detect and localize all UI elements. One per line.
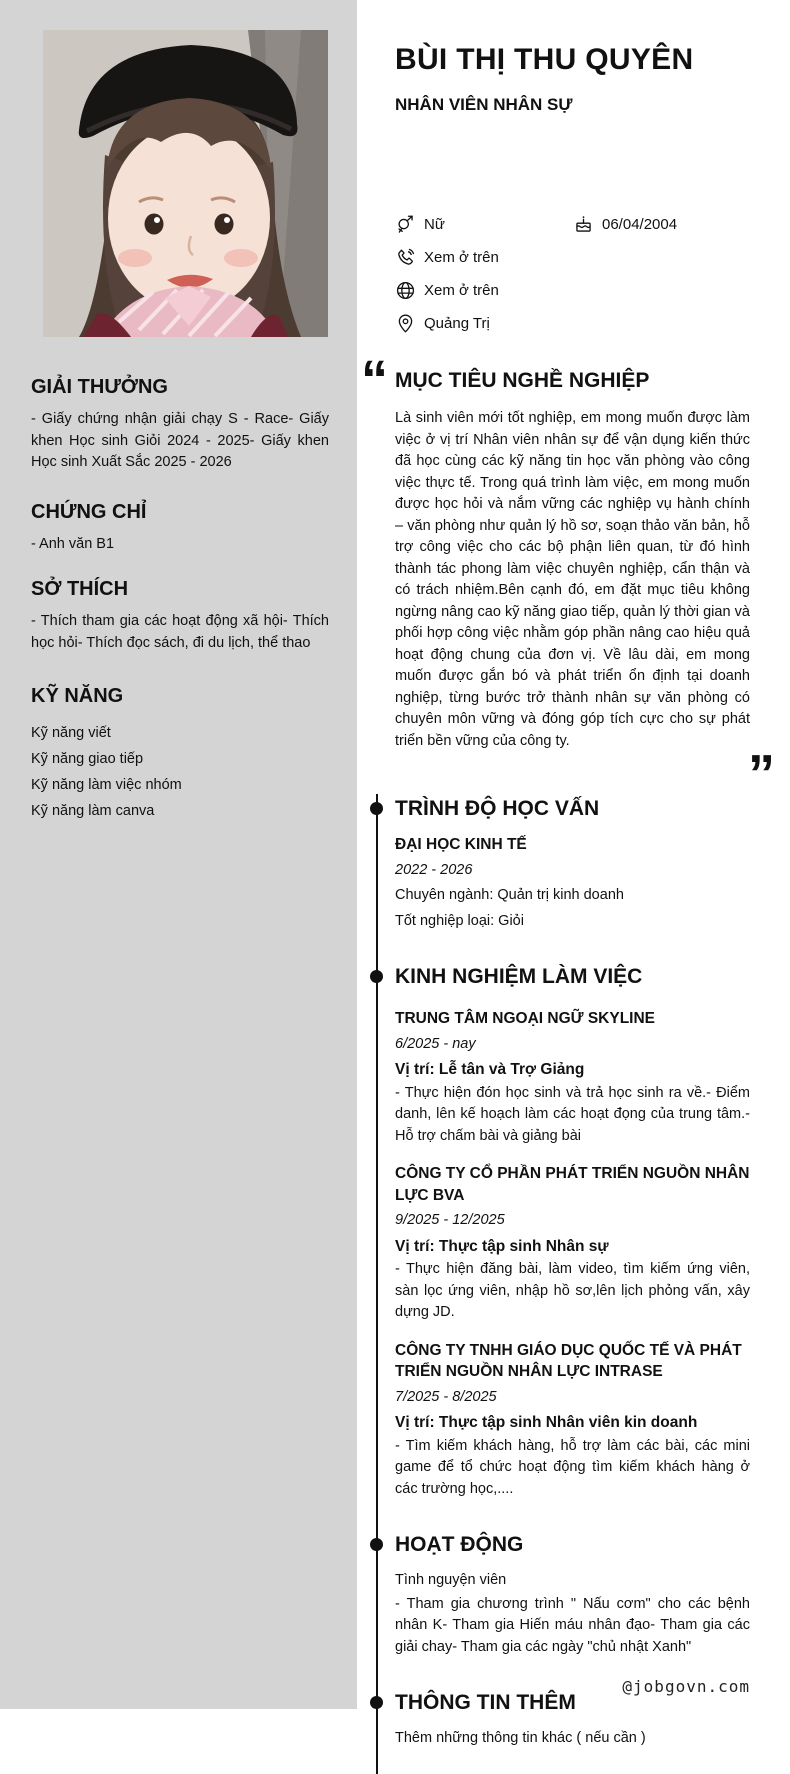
job-description: - Thực hiện đăng bài, làm video, tìm kiếm ứng viên, sàn lọc ứng viên, nhập hồ sơ,lên lịch phỏng vấn, xây dựng JD. [395,1261,750,1320]
education-major: Chuyên ngành: Quản trị kinh doanh [395,887,624,903]
website-value: Xem ở trên [424,281,499,299]
awards-title: GIẢI THƯỞNG [31,376,168,398]
contact-row [395,274,750,307]
job-entry [395,1340,750,1501]
activities-description: - Tham gia chương trình " Nấu cơm" cho các bệnh nhân K- Tham gia Hiến máu nhân đạo- Tham gia các giải chay- Tham gia các ngày "chủ nhật Xanh" [395,1595,750,1655]
sidebar-section-skills [31,684,329,824]
section-activities [395,1530,750,1658]
section-experience [395,962,750,1500]
contact-address [395,313,490,335]
open-quote-icon: “ [361,350,385,410]
objective-text: Là sinh viên mới tốt nghiệp, em mong muốn được làm việc ở vị trí Nhân viên nhân sự để vận dụng kiến thức đã học cùng các kỹ năng tin học văn phòng vào công việc thực tế. Trong quá trình làm việc, em mong muốn được học hỏi và nắm vững các nghiệp vụ hành chính – văn phòng như quản lý hồ sơ, soạn thảo văn bản, hỗ trợ công việc cho các bộ phận liên quan, từ đó hình thành tác phong làm việc chuyên nghiệp, cẩn thận và có trách nhiệm.Bên cạnh đó, em đặt mục tiêu không ngừng nâng cao kỹ năng giao tiếp, quản lý thời gian và phối hợp công việc nhằm góp phần nâng cao hiệu quả hoạt động chung của đơn vị. Về lâu dài, em mong muốn được gắn bó và phát triển ổn định tại doanh nghiệp, từng bước trở thành nhân sự văn phòng có chuyên môn vững và đóng góp tích cực cho sự phát triển bền vững của công ty. [395,410,750,749]
main-column [357,0,790,1746]
job-company: TRUNG TÂM NGOẠI NGỮ SKYLINE [395,1010,655,1027]
contact-phone [395,247,499,269]
skill-item: Kỹ năng giao tiếp [31,751,144,767]
watermark: @jobgovn.com [622,1676,750,1696]
education-school: ĐẠI HỌC KINH TẾ [395,836,527,853]
profile-photo [43,30,328,337]
certificates-title: CHỨNG CHỈ [31,500,147,523]
contact-gender [395,214,573,236]
phone-value: Xem ở trên [424,248,499,266]
location-pin-icon [395,313,416,334]
job-position: Vị trí: Thực tập sinh Nhân sự [395,1237,609,1255]
section-additional-info [395,1688,750,1750]
job-description: - Tìm kiếm khách hàng, hỗ trợ làm các bài, các mini game để tổ chức hoạt động tìm kiếm khách hàng ở các trường học,.... [395,1437,750,1497]
job-company: CÔNG TY CỔ PHẦN PHÁT TRIỂN NGUỒN NHÂN LỰC BVA [395,1165,750,1204]
job-entry [395,1008,750,1147]
birthday-cake-icon [573,214,594,235]
sidebar-section-certificates [31,500,329,556]
section-education [395,794,750,932]
profile-photo-illustration [43,30,328,337]
section-objective [361,350,772,804]
certificates-text: - Anh văn B1 [31,535,115,552]
timeline-bullet [370,1696,383,1709]
globe-icon [395,280,416,301]
job-period: 6/2025 - nay [395,1035,476,1052]
sidebar [0,0,357,1709]
contact-website [395,280,499,302]
timeline-bullet [370,1538,383,1551]
skills-list [31,720,329,824]
contact-row [395,307,750,340]
hobbies-text: - Thích tham gia các hoạt động xã hội- Thích học hỏi- Thích đọc sách, đi du lịch, thể thao [31,613,329,651]
contact-row [395,241,750,274]
objective-heading [361,350,750,410]
additional-info-text: Thêm những thông tin khác ( nếu cần ) [395,1730,646,1746]
skill-item: Kỹ năng làm canva [31,803,155,819]
sidebar-section-awards [31,375,329,474]
timeline [376,794,750,1774]
close-quote-icon: ” [748,744,772,804]
activities-title: HOẠT ĐỘNG [395,1533,524,1556]
job-entry [395,1163,750,1324]
hobbies-title: SỞ THÍCH [31,578,129,600]
education-period: 2022 - 2026 [395,861,473,878]
candidate-job-title: NHÂN VIÊN NHÂN SỰ [395,95,573,114]
timeline-bullet [370,970,383,983]
birthday-value: 06/04/2004 [602,215,678,233]
awards-text: - Giấy chứng nhận giải chạy S - Race- Giấy khen Học sinh Giỏi 2024 - 2025- Giấy khen Học sinh Xuất Sắc 2025 - 2026 [31,411,329,470]
timeline-bullet [370,802,383,815]
skill-item: Kỹ năng làm việc nhóm [31,777,182,793]
experience-title: KINH NGHIỆM LÀM VIỆC [395,965,643,988]
education-grade: Tốt nghiệp loại: Giỏi [395,912,524,929]
additional-info-title: THÔNG TIN THÊM [395,1691,576,1714]
address-value: Quảng Trị [424,314,490,332]
job-company: CÔNG TY TNHH GIÁO DỤC QUỐC TẾ VÀ PHÁT TRIỂN NGUỒN NHÂN LỰC INTRASE [395,1341,742,1380]
skill-item: Kỹ năng viết [31,725,111,741]
contact-birthday [573,214,677,236]
job-period: 9/2025 - 12/2025 [395,1212,505,1228]
activities-role: Tình nguyện viên [395,1572,507,1588]
job-position: Vị trí: Lễ tân và Trợ Giảng [395,1061,585,1078]
contact-block [395,208,750,340]
phone-icon [395,247,416,268]
job-description: - Thực hiện đón học sinh và trả học sinh ra về.- Điểm danh, lên kế hoạch làm các hoạt đọng của trung tâm.- Hỗ trợ chấm bài và giảng bài [395,1084,750,1144]
contact-row [395,208,750,241]
skills-title: KỸ NĂNG [31,685,124,707]
education-title: TRÌNH ĐỘ HỌC VẤN [395,797,600,820]
gender-icon [395,214,416,235]
gender-value: Nữ [424,215,445,233]
sidebar-section-hobbies [31,577,329,654]
job-position: Vị trí: Thực tập sinh Nhân viên kin doanh [395,1414,698,1431]
job-period: 7/2025 - 8/2025 [395,1388,497,1405]
objective-title: MỤC TIÊU NGHỀ NGHIỆP [395,369,650,392]
candidate-name: BÙI THỊ THU QUYÊN [395,43,694,76]
